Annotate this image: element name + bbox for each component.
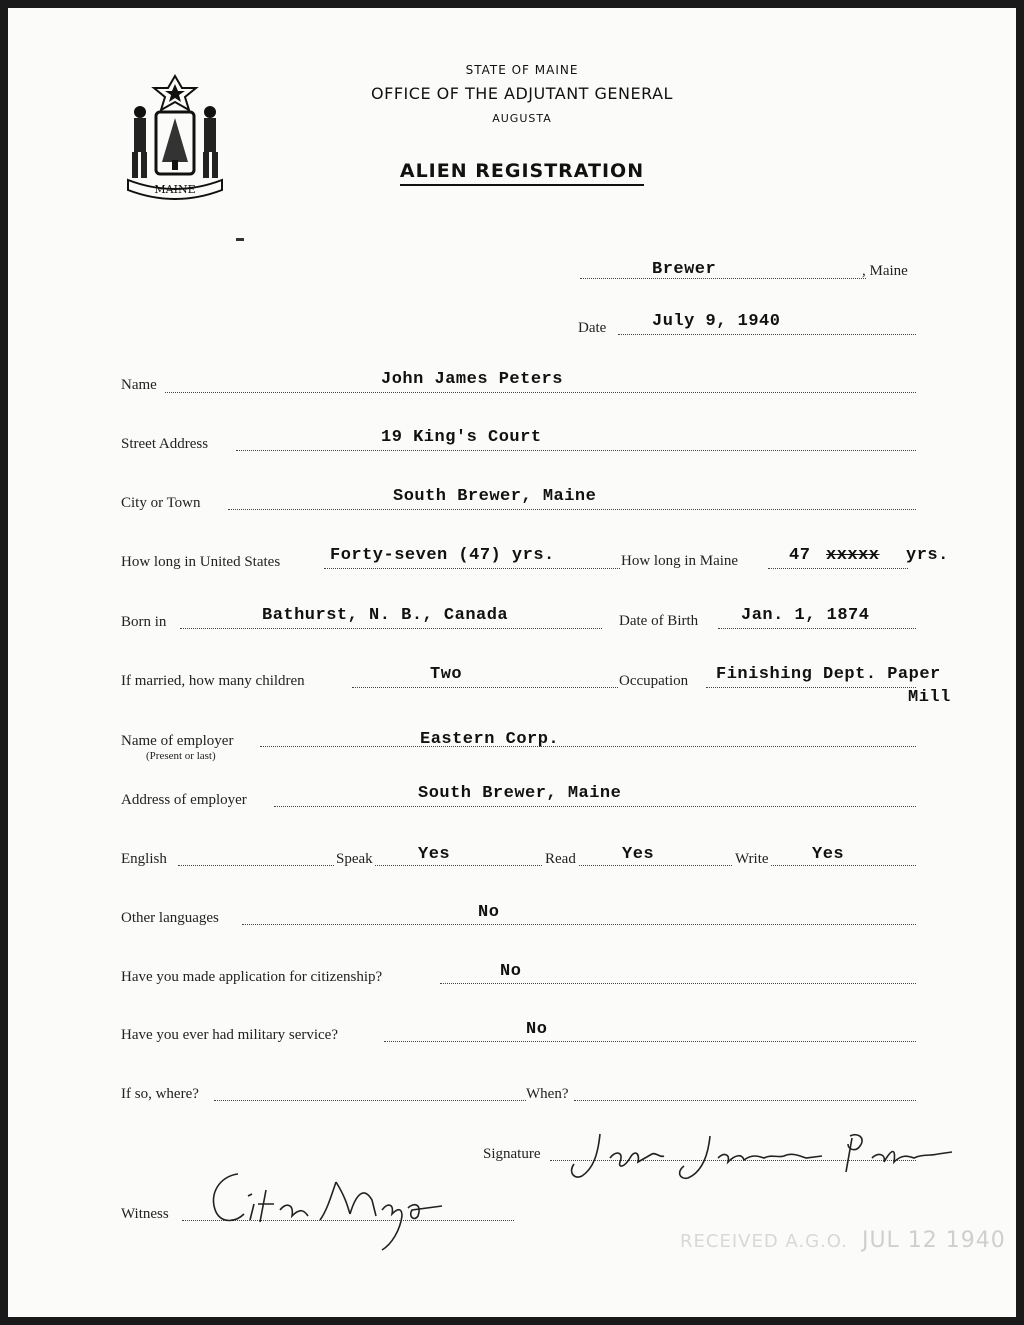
city-value: South Brewer, Maine — [393, 487, 597, 506]
dob-value: Jan. 1, 1874 — [741, 606, 870, 625]
employer-address-value: South Brewer, Maine — [418, 784, 622, 803]
date-value: July 9, 1940 — [652, 312, 781, 331]
occupation-value-line2: Mill — [908, 688, 951, 707]
date-label: Date — [578, 320, 607, 336]
city-label: City or Town — [121, 495, 201, 511]
citizenship-label: Have you made application for citizenship? — [121, 969, 383, 985]
signature-handwriting — [560, 1128, 960, 1188]
witness-handwriting — [196, 1160, 456, 1255]
how-long-maine-yrs: yrs. — [906, 546, 949, 565]
header-office: OFFICE OF THE ADJUTANT GENERAL — [371, 84, 673, 103]
children-value: Two — [430, 665, 463, 684]
form-title: ALIEN REGISTRATION — [10, 160, 1024, 182]
speak-label: Speak — [336, 851, 373, 867]
other-languages-value: No — [478, 903, 500, 922]
occupation-value-line1: Finishing Dept. Paper — [716, 665, 941, 684]
speak-value: Yes — [418, 845, 451, 864]
employer-value: Eastern Corp. — [420, 730, 560, 749]
when-label: When? — [526, 1086, 569, 1102]
born-in-value: Bathurst, N. B., Canada — [262, 606, 509, 625]
occupation-label: Occupation — [619, 673, 689, 689]
header-city: AUGUSTA — [492, 112, 552, 125]
dob-label: Date of Birth — [619, 613, 699, 629]
where-label: If so, where? — [121, 1086, 199, 1102]
employer-label: Name of employer — [121, 733, 234, 749]
document-page — [8, 8, 1016, 1317]
other-languages-label: Other languages — [121, 910, 219, 926]
read-label: Read — [545, 851, 576, 867]
street-label: Street Address — [121, 436, 209, 452]
svg-text:MAINE: MAINE — [154, 183, 196, 196]
how-long-us-value: Forty-seven (47) yrs. — [330, 546, 555, 565]
received-stamp: RECEIVED A.G.O. JUL 12 1940 — [680, 1228, 1006, 1253]
read-value: Yes — [622, 845, 655, 864]
employer-address-label: Address of employer — [121, 792, 247, 808]
name-label: Name — [121, 377, 157, 393]
write-value: Yes — [812, 845, 845, 864]
street-value: 19 King's Court — [381, 428, 542, 447]
write-label: Write — [735, 851, 769, 867]
header-state: STATE OF MAINE — [465, 63, 579, 77]
military-value: No — [526, 1020, 548, 1039]
maine-label: , Maine — [862, 263, 908, 279]
how-long-us-label: How long in United States — [121, 554, 281, 570]
english-label: English — [121, 851, 167, 867]
town-value: Brewer — [652, 260, 717, 279]
children-label: If married, how many children — [121, 673, 305, 689]
how-long-maine-struck: xxxxx — [826, 546, 880, 565]
military-label: Have you ever had military service? — [121, 1027, 338, 1043]
signature-label: Signature — [483, 1146, 541, 1162]
employer-note: (Present or last) — [146, 750, 216, 762]
witness-label: Witness — [121, 1206, 169, 1222]
how-long-maine-label: How long in Maine — [621, 553, 739, 569]
name-value: John James Peters — [381, 370, 563, 389]
how-long-maine-value: 47 — [789, 546, 811, 565]
ink-mark — [236, 238, 244, 241]
born-in-label: Born in — [121, 614, 167, 630]
citizenship-value: No — [500, 962, 522, 981]
